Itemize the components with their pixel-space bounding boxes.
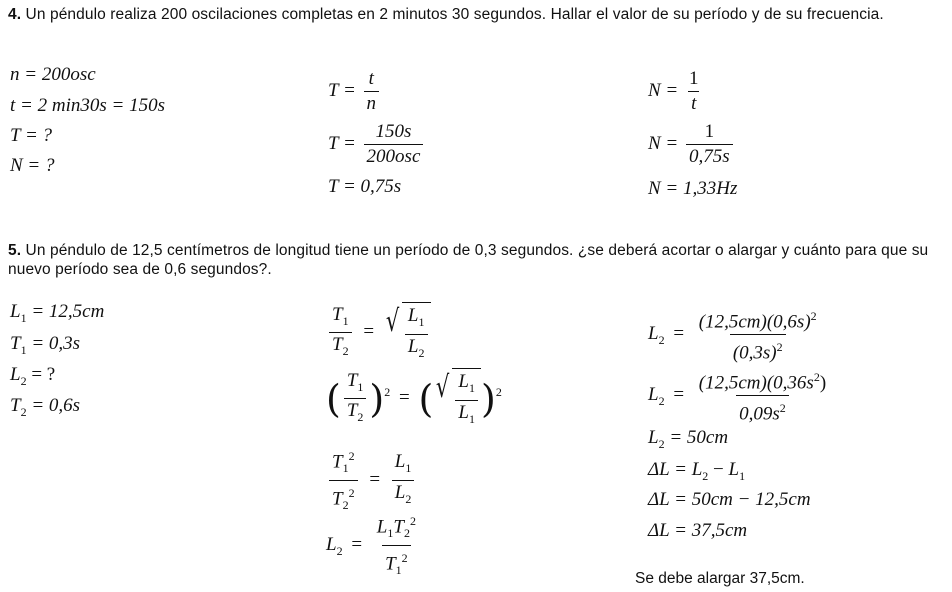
problem-4-text: Un péndulo realiza 200 oscilaciones completas en 2 minutos 30 segundos. Hallar el valor de su período y de su frecuencia. [21,6,884,23]
given-N: N = ? [10,155,55,176]
frequency-result: N = 1,33Hz [648,178,738,199]
squared-equation: ( $\frac{T_1}{T_2}$ )$^2$ = ( √ $\frac{L_1}{L_1}$ )$^2$ [326,368,502,430]
problem-4-statement [8,5,946,24]
given-T2: $T_2 = 0,6s$ [10,395,81,419]
problem-5-text: Un péndulo de 12,5 centímetros de longitud tiene un período de 0,3 segundos. ¿se deberá acortar o alargar y cuánto para que su nuevo período sea de 0,6 segundos?. [8,242,929,278]
delta-L-substitution: ΔL = 50cm − 12,5cm [648,489,811,510]
delta-L-formula: $\Delta L = L_2 - L_1$ [648,459,746,483]
L2-result: $L_2 = 50cm$ [648,427,729,451]
frequency-formula: N = $\frac{1}{t}$ [648,68,699,114]
problem-5-statement [8,241,946,279]
given-t: t = 2 min30s = 150s [10,95,165,116]
given-n: n = 200osc [10,64,96,85]
given-T1: $T_1 = 0,3s$ [10,333,81,357]
L2-simplified: $L_2$ = $\frac{(12,5cm)(0,36s^2)}{0,09s^2}$ [648,370,827,425]
period-result: T = 0,75s [328,176,402,197]
given-L1: $L_1 = 12,5cm$ [10,301,105,325]
problem-5-number: 5. [8,242,22,259]
squared-ratio: $\frac{T_1^2}{T_2^2}$ = $\frac{L_1}{L_2}$ [326,445,417,516]
problem-4-number: 4. [8,6,22,23]
given-T: T = ? [10,125,53,146]
period-formula: T = $\frac{t}{n}$ [328,68,382,115]
delta-L-result: ΔL = 37,5cm [648,520,748,541]
frequency-substitution: N = $\frac{1}{0,75s}$ [648,121,736,168]
period-substitution: T = $\frac{150s}{\text{200osc}}$ [328,121,426,168]
L2-formula: $L_2$ = $\frac{L_1T_2^2}{T_1^2}$ [326,510,422,581]
L2-substitution: $L_2$ = $\frac{(12,5cm)(0,6s)^2}{(0,3s)^2}$ [648,309,817,364]
conclusion-text: Se debe alargar 37,5cm. [635,570,805,587]
ratio-equation: $\frac{T_1}{T_2}$ = √ $\frac{L_1}{L_2}$ [326,302,431,364]
given-L2: $L_2$ = ? [10,364,56,388]
